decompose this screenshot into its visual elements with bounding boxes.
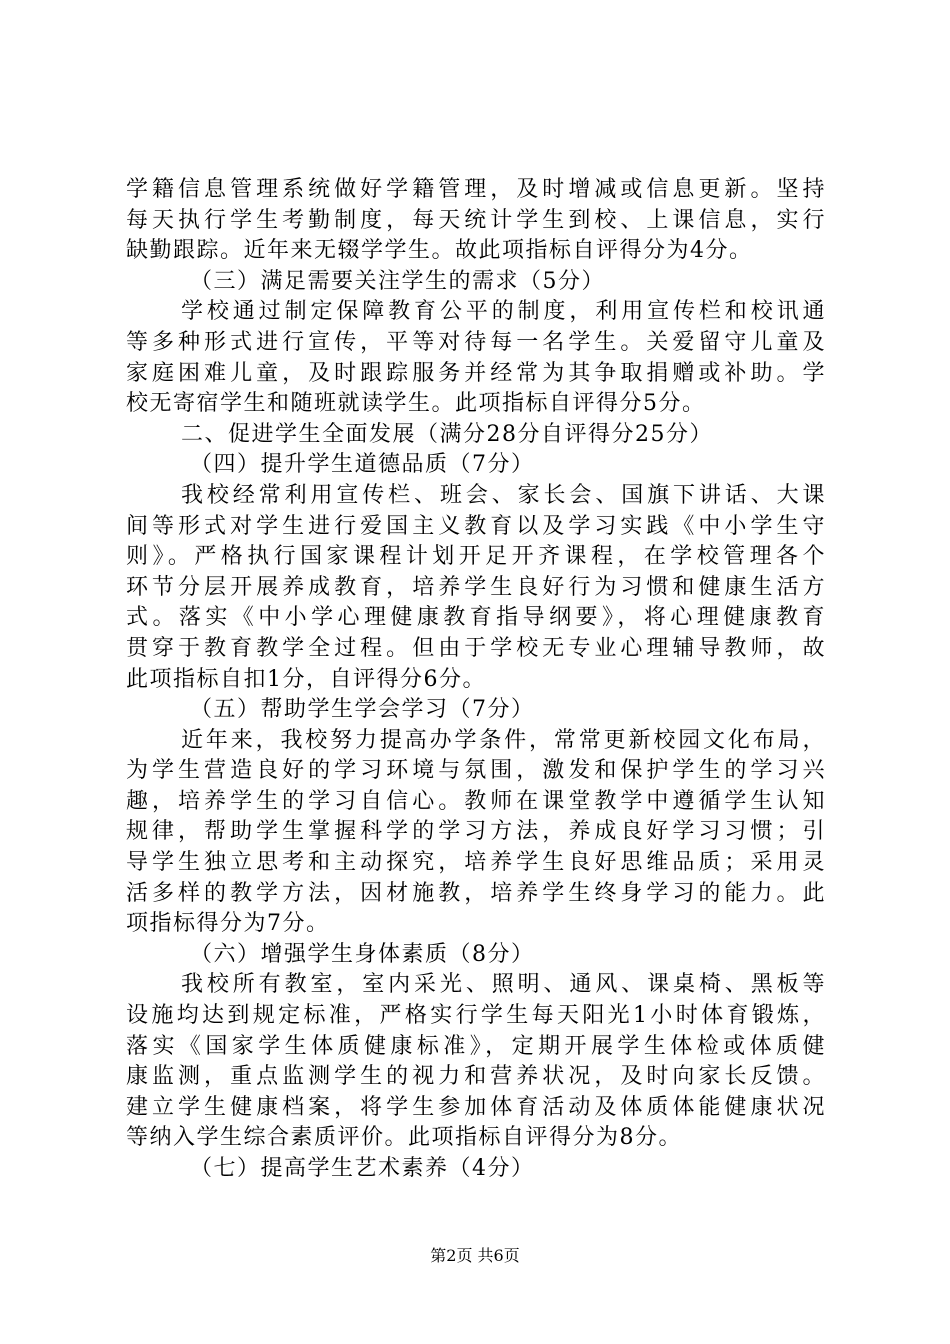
body-line: 康监测，重点监测学生的视力和营养状况，及时向家长反馈。 (126, 1064, 826, 1090)
body-line: 规律，帮助学生掌握科学的学习方法，养成良好学习习惯；引 (126, 819, 826, 845)
section-heading: （四）提升学生道德品质（7分） (190, 452, 535, 478)
body-line: 式。落实《中小学心理健康教育指导纲要》，将心理健康教育 (126, 605, 826, 631)
body-line: 学籍信息管理系统做好学籍管理，及时增减或信息更新。坚持 (126, 177, 826, 202)
section-heading: （七）提高学生艺术素养（4分） (190, 1156, 535, 1181)
body-line: 活多样的教学方法，因材施教，培养学生终身学习的能力。此 (126, 880, 826, 906)
body-line: 环节分层开展养成教育，培养学生良好行为习惯和健康生活方 (126, 574, 826, 600)
body-line: 导学生独立思考和主动探究，培养学生良好思维品质；采用灵 (126, 850, 826, 876)
body-line: 校无寄宿学生和随班就读学生。此项指标自评得分5分。 (126, 391, 706, 417)
page-number-footer: 第2页 共6页 (430, 1246, 520, 1265)
body-line: 落实《国家学生体质健康标准》，定期开展学生体检或体质健 (126, 1033, 826, 1059)
paragraph-first-line: 学校通过制定保障教育公平的制度，利用宣传栏和校讯通 (181, 299, 826, 325)
body-line: 此项指标自扣1分，自评得分6分。 (126, 666, 486, 692)
body-line: 建立学生健康档案，将学生参加体育活动及体质体能健康状况 (126, 1094, 826, 1120)
body-line: 贯穿于教育教学全过程。但由于学校无专业心理辅导教师，故 (126, 635, 826, 661)
body-line: 缺勤跟踪。近年来无辍学学生。故此项指标自评得分为4分。 (126, 238, 753, 264)
paragraph-first-line: 近年来，我校努力提高办学条件，常常更新校园文化布局， (181, 727, 826, 753)
document-body (126, 175, 826, 1185)
body-line: 每天执行学生考勤制度，每天统计学生到校、上课信息，实行 (126, 207, 826, 233)
body-line: 项指标得分为7分。 (126, 911, 330, 937)
body-line: 间等形式对学生进行爱国主义教育以及学习实践《中小学生守 (126, 513, 826, 539)
body-line: 设施均达到规定标准，严格实行学生每天阳光1小时体育锻炼， (126, 1003, 826, 1029)
body-line: 等多种形式进行宣传，平等对待每一名学生。关爱留守儿童及 (126, 329, 826, 355)
body-line: 则》。严格执行国家课程计划开足开齐课程，在学校管理各个 (126, 544, 826, 570)
section-heading: （五）帮助学生学会学习（7分） (190, 697, 535, 723)
paragraph-first-line: 我校所有教室，室内采光、照明、通风、课桌椅、黑板等 (181, 972, 826, 998)
body-line: 等纳入学生综合素质评价。此项指标自评得分为8分。 (126, 1125, 682, 1151)
paragraph-first-line: 我校经常利用宣传栏、班会、家长会、国旗下讲话、大课 (181, 482, 826, 508)
major-heading: 二、促进学生全面发展（满分28分自评得分25分） (181, 421, 713, 447)
body-line: 家庭困难儿童，及时跟踪服务并经常为其争取捐赠或补助。学 (126, 360, 826, 386)
body-line: 为学生营造良好的学习环境与氛围，激发和保护学生的学习兴 (126, 758, 826, 784)
section-heading: （三）满足需要关注学生的需求（5分） (190, 268, 605, 294)
section-heading: （六）增强学生身体素质（8分） (190, 941, 535, 967)
body-line: 趣，培养学生的学习自信心。教师在课堂教学中遵循学生认知 (126, 788, 826, 814)
